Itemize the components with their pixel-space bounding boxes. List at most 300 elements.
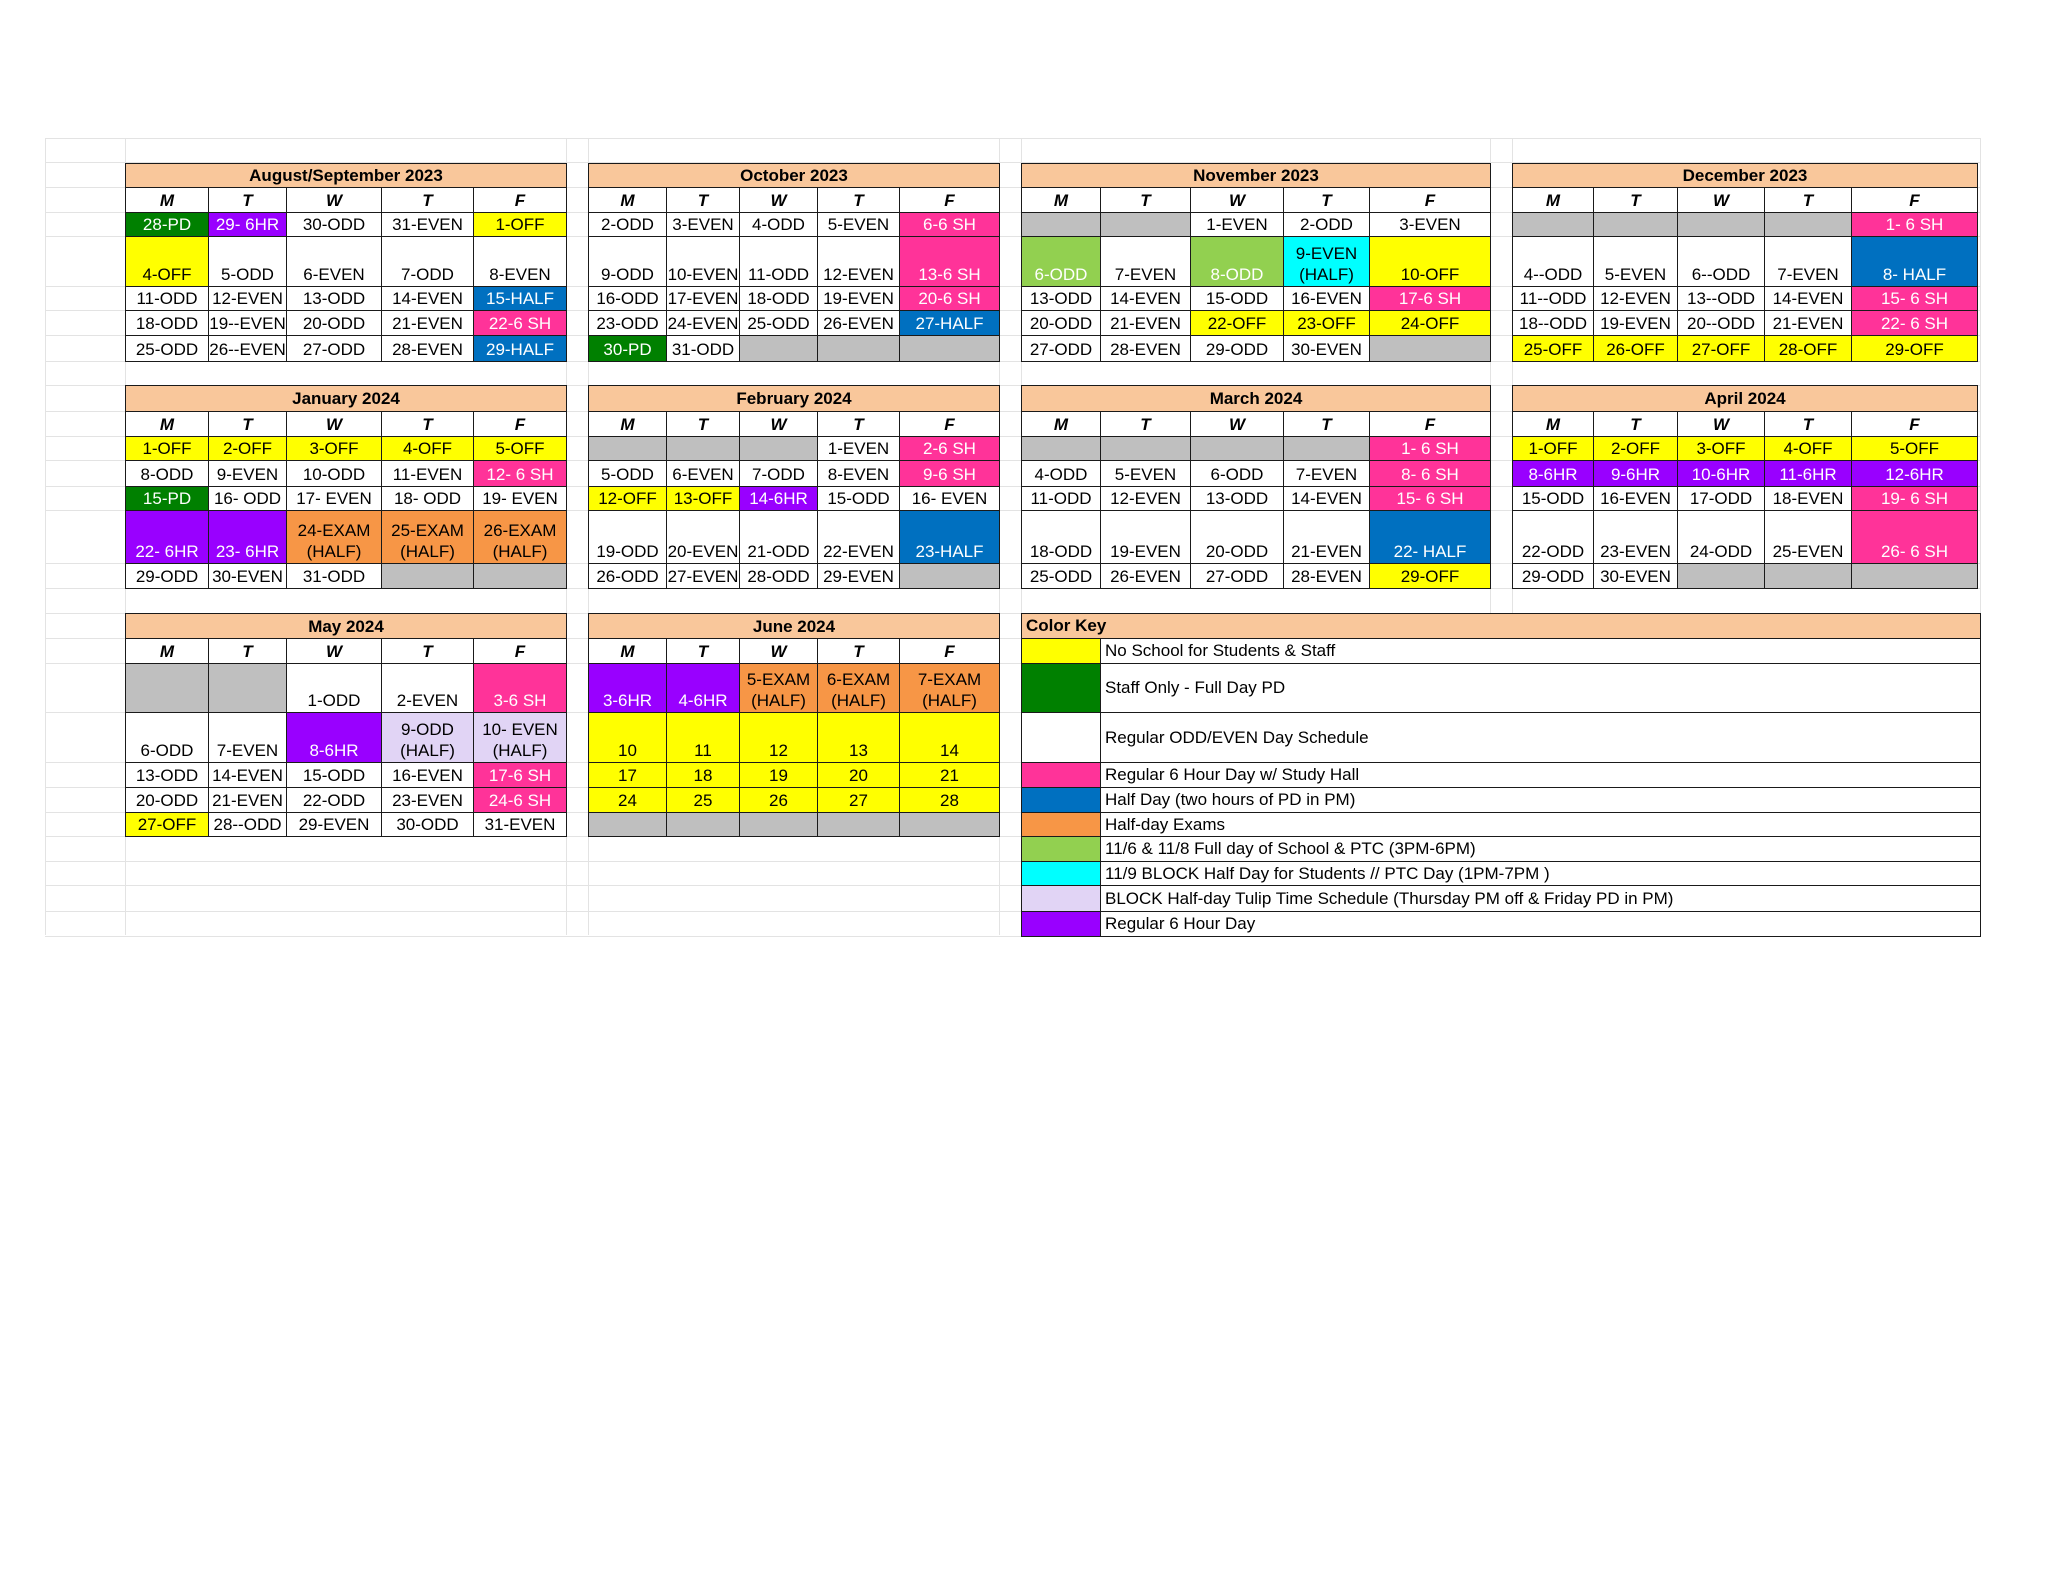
day-cell — [1677, 212, 1765, 237]
day-cell: 30-EVEN — [1283, 335, 1370, 362]
day-cell: 17- EVEN — [286, 486, 382, 511]
color-key-swatch — [1021, 762, 1101, 788]
weekday-header: T — [1283, 411, 1370, 437]
day-cell — [1677, 563, 1765, 589]
day-cell: 27-OFF — [125, 812, 209, 837]
day-cell: 29- 6HR — [208, 212, 287, 237]
day-cell: 1-OFF — [473, 212, 567, 237]
day-cell: 6-ODD — [1021, 236, 1101, 287]
day-cell: 28-PD — [125, 212, 209, 237]
weekday-header: F — [1369, 411, 1491, 437]
color-key-swatch — [1021, 787, 1101, 813]
day-cell: 19-EVEN — [1593, 310, 1678, 336]
day-cell: 24-6 SH — [473, 787, 567, 813]
day-cell: 13-ODD — [125, 762, 209, 788]
day-cell: 13 — [817, 712, 900, 763]
day-cell — [817, 812, 900, 837]
day-cell: 20-ODD — [286, 310, 382, 336]
day-cell: 23-EVEN — [1593, 510, 1678, 564]
day-cell: 26- 6 SH — [1851, 510, 1978, 564]
day-cell: 25-ODD — [739, 310, 818, 336]
day-cell: 22-ODD — [286, 787, 382, 813]
day-cell: 1-ODD — [286, 663, 382, 713]
day-cell: 11-ODD — [125, 286, 209, 311]
day-cell: 6-EVEN — [666, 460, 740, 487]
day-cell: 31-EVEN — [473, 812, 567, 837]
day-cell: 31-ODD — [286, 563, 382, 589]
weekday-header: F — [899, 411, 1000, 437]
day-cell: 20-ODD — [125, 787, 209, 813]
day-cell: 26-EVEN — [817, 310, 900, 336]
day-cell: 28-ODD — [739, 563, 818, 589]
day-cell: 18-ODD — [125, 310, 209, 336]
color-key-label: 11/9 BLOCK Half Day for Students // PTC Day (1PM-7PM ) — [1100, 861, 1981, 886]
day-cell: 19 — [739, 762, 818, 788]
weekday-header: M — [588, 411, 667, 437]
color-key-label: Half-day Exams — [1100, 812, 1981, 837]
day-cell: 27-ODD — [1021, 335, 1101, 362]
day-cell: 7-EVEN — [1283, 460, 1370, 487]
day-cell: 6-ODD — [1190, 460, 1284, 487]
day-cell: 17-6 SH — [1369, 286, 1491, 311]
day-cell: 13-ODD — [1021, 286, 1101, 311]
weekday-header: W — [286, 187, 382, 213]
day-cell: 30-EVEN — [208, 563, 287, 589]
day-cell: 12-EVEN — [208, 286, 287, 311]
day-cell: 12 — [739, 712, 818, 763]
weekday-header: T — [1593, 411, 1678, 437]
day-cell: 19- 6 SH — [1851, 486, 1978, 511]
day-cell: 9-EVEN — [208, 460, 287, 487]
day-cell: 14-EVEN — [1283, 486, 1370, 511]
day-cell: 4-6HR — [666, 663, 740, 713]
day-cell: 3-OFF — [286, 436, 382, 461]
day-cell — [473, 563, 567, 589]
day-cell: 19-EVEN — [1100, 510, 1191, 564]
day-cell: 19- EVEN — [473, 486, 567, 511]
day-cell: 30-ODD — [381, 812, 474, 837]
day-cell: 4-OFF — [125, 236, 209, 287]
day-cell: 5-ODD — [588, 460, 667, 487]
day-cell: 8-ODD — [1190, 236, 1284, 287]
day-cell: 2-OFF — [1593, 436, 1678, 461]
day-cell: 17-EVEN — [666, 286, 740, 311]
day-cell: 24-EVEN — [666, 310, 740, 336]
day-cell: 22- 6HR — [125, 510, 209, 564]
day-cell: 22-6 SH — [473, 310, 567, 336]
day-cell: 5-EXAM (HALF) — [739, 663, 818, 713]
day-cell: 14-EVEN — [1764, 286, 1852, 311]
day-cell: 21-EVEN — [1764, 310, 1852, 336]
weekday-header: T — [1764, 411, 1852, 437]
weekday-header: T — [817, 187, 900, 213]
day-cell: 7-EVEN — [1764, 236, 1852, 287]
day-cell: 10-ODD — [286, 460, 382, 487]
day-cell: 29-HALF — [473, 335, 567, 362]
day-cell: 10-EVEN — [666, 236, 740, 287]
day-cell: 5-OFF — [473, 436, 567, 461]
day-cell: 3-EVEN — [1369, 212, 1491, 237]
day-cell: 14 — [899, 712, 1000, 763]
day-cell: 28-OFF — [1764, 335, 1852, 362]
day-cell: 4-ODD — [1021, 460, 1101, 487]
day-cell: 23-ODD — [588, 310, 667, 336]
day-cell: 14-EVEN — [1100, 286, 1191, 311]
color-key-swatch — [1021, 712, 1101, 763]
day-cell: 26-EXAM (HALF) — [473, 510, 567, 564]
day-cell: 22- 6 SH — [1851, 310, 1978, 336]
day-cell — [1100, 436, 1191, 461]
day-cell: 15- 6 SH — [1851, 286, 1978, 311]
color-key-swatch — [1021, 911, 1101, 937]
day-cell — [1593, 212, 1678, 237]
day-cell: 1- 6 SH — [1851, 212, 1978, 237]
weekday-header: F — [473, 411, 567, 437]
weekday-header: W — [1677, 411, 1765, 437]
day-cell: 5-ODD — [208, 236, 287, 287]
day-cell: 16-EVEN — [381, 762, 474, 788]
day-cell: 29-EVEN — [286, 812, 382, 837]
day-cell: 6-6 SH — [899, 212, 1000, 237]
color-key-swatch — [1021, 885, 1101, 912]
day-cell: 24 — [588, 787, 667, 813]
day-cell: 28 — [899, 787, 1000, 813]
day-cell: 13--ODD — [1677, 286, 1765, 311]
day-cell: 23-EVEN — [381, 787, 474, 813]
day-cell: 12-EVEN — [1593, 286, 1678, 311]
day-cell: 11-ODD — [739, 236, 818, 287]
gridline — [45, 138, 46, 935]
day-cell — [1021, 436, 1101, 461]
day-cell: 20-6 SH — [899, 286, 1000, 311]
day-cell: 9-ODD — [588, 236, 667, 287]
day-cell: 3-OFF — [1677, 436, 1765, 461]
day-cell: 9-ODD (HALF) — [381, 712, 474, 763]
day-cell — [739, 436, 818, 461]
day-cell: 15-HALF — [473, 286, 567, 311]
day-cell: 15-ODD — [286, 762, 382, 788]
day-cell: 26-ODD — [588, 563, 667, 589]
weekday-header: T — [1100, 411, 1191, 437]
day-cell: 17-6 SH — [473, 762, 567, 788]
day-cell: 16-EVEN — [1593, 486, 1678, 511]
weekday-header: T — [1764, 187, 1852, 213]
month-title-october-2023: October 2023 — [588, 163, 1000, 188]
month-title-june-2024: June 2024 — [588, 613, 1000, 639]
color-key-swatch — [1021, 638, 1101, 664]
day-cell: 18- ODD — [381, 486, 474, 511]
day-cell: 2-6 SH — [899, 436, 1000, 461]
color-key-title: Color Key — [1021, 613, 1981, 639]
weekday-header: F — [473, 638, 567, 664]
day-cell — [1369, 335, 1491, 362]
weekday-header: T — [666, 411, 740, 437]
day-cell: 14-6HR — [739, 486, 818, 511]
day-cell: 10- EVEN (HALF) — [473, 712, 567, 763]
day-cell — [1764, 212, 1852, 237]
day-cell: 11--ODD — [1512, 286, 1594, 311]
day-cell: 20-ODD — [1190, 510, 1284, 564]
day-cell: 1-OFF — [125, 436, 209, 461]
weekday-header: T — [666, 187, 740, 213]
day-cell: 19-EVEN — [817, 286, 900, 311]
weekday-header: T — [1283, 187, 1370, 213]
day-cell: 12- 6 SH — [473, 460, 567, 487]
day-cell — [1190, 436, 1284, 461]
weekday-header: T — [817, 638, 900, 664]
day-cell: 21-EVEN — [381, 310, 474, 336]
weekday-header: F — [899, 638, 1000, 664]
weekday-header: T — [208, 638, 287, 664]
day-cell: 2-EVEN — [381, 663, 474, 713]
day-cell — [588, 812, 667, 837]
day-cell — [208, 663, 287, 713]
day-cell: 13-OFF — [666, 486, 740, 511]
day-cell: 12-OFF — [588, 486, 667, 511]
weekday-header: T — [1100, 187, 1191, 213]
day-cell: 1-OFF — [1512, 436, 1594, 461]
day-cell — [1851, 563, 1978, 589]
day-cell — [739, 335, 818, 362]
day-cell: 10-OFF — [1369, 236, 1491, 287]
day-cell — [666, 436, 740, 461]
color-key-label: Regular ODD/EVEN Day Schedule — [1100, 712, 1981, 763]
day-cell: 8-6HR — [1512, 460, 1594, 487]
day-cell: 7-ODD — [739, 460, 818, 487]
weekday-header: W — [1677, 187, 1765, 213]
day-cell: 28-EVEN — [1283, 563, 1370, 589]
day-cell: 31-ODD — [666, 335, 740, 362]
day-cell: 25-OFF — [1512, 335, 1594, 362]
day-cell: 31-EVEN — [381, 212, 474, 237]
day-cell: 23-HALF — [899, 510, 1000, 564]
day-cell: 27-ODD — [1190, 563, 1284, 589]
day-cell: 7-ODD — [381, 236, 474, 287]
color-key-label: Regular 6 Hour Day — [1100, 911, 1981, 937]
day-cell — [1764, 563, 1852, 589]
weekday-header: T — [208, 411, 287, 437]
day-cell: 4-ODD — [739, 212, 818, 237]
day-cell: 4-OFF — [381, 436, 474, 461]
day-cell: 3-EVEN — [666, 212, 740, 237]
weekday-header: T — [381, 411, 474, 437]
weekday-header: W — [739, 411, 818, 437]
day-cell: 17 — [588, 762, 667, 788]
weekday-header: W — [739, 187, 818, 213]
day-cell: 22-ODD — [1512, 510, 1594, 564]
day-cell: 7-EVEN — [1100, 236, 1191, 287]
day-cell: 16-ODD — [588, 286, 667, 311]
day-cell: 7-EXAM (HALF) — [899, 663, 1000, 713]
month-title-may-2024: May 2024 — [125, 613, 567, 639]
day-cell: 24-EXAM (HALF) — [286, 510, 382, 564]
day-cell: 25-ODD — [125, 335, 209, 362]
day-cell: 7-EVEN — [208, 712, 287, 763]
weekday-header: T — [381, 638, 474, 664]
day-cell: 6--ODD — [1677, 236, 1765, 287]
month-title-february-2024: February 2024 — [588, 385, 1000, 412]
day-cell — [1100, 212, 1191, 237]
day-cell: 28--ODD — [208, 812, 287, 837]
day-cell: 29-ODD — [125, 563, 209, 589]
day-cell: 8-ODD — [125, 460, 209, 487]
weekday-header: M — [125, 411, 209, 437]
day-cell: 2-ODD — [588, 212, 667, 237]
day-cell: 21-EVEN — [1100, 310, 1191, 336]
day-cell: 15-PD — [125, 486, 209, 511]
day-cell: 21-EVEN — [208, 787, 287, 813]
day-cell: 11-6HR — [1764, 460, 1852, 487]
day-cell — [899, 335, 1000, 362]
day-cell: 28-EVEN — [1100, 335, 1191, 362]
day-cell: 30-ODD — [286, 212, 382, 237]
weekday-header: F — [473, 187, 567, 213]
weekday-header: W — [1190, 187, 1284, 213]
day-cell: 3-6HR — [588, 663, 667, 713]
day-cell: 18-EVEN — [1764, 486, 1852, 511]
day-cell — [899, 563, 1000, 589]
day-cell: 15-ODD — [1190, 286, 1284, 311]
day-cell: 15-ODD — [817, 486, 900, 511]
day-cell: 21-ODD — [739, 510, 818, 564]
weekday-header: F — [1851, 411, 1978, 437]
day-cell: 8- 6 SH — [1369, 460, 1491, 487]
month-title-april-2024: April 2024 — [1512, 385, 1978, 412]
day-cell: 22- HALF — [1369, 510, 1491, 564]
day-cell — [1283, 436, 1370, 461]
day-cell: 11-ODD — [1021, 486, 1101, 511]
day-cell: 13-ODD — [1190, 486, 1284, 511]
day-cell: 24-ODD — [1677, 510, 1765, 564]
day-cell: 16- EVEN — [899, 486, 1000, 511]
weekday-header: W — [739, 638, 818, 664]
day-cell: 13-ODD — [286, 286, 382, 311]
month-title-january-2024: January 2024 — [125, 385, 567, 412]
day-cell: 2-ODD — [1283, 212, 1370, 237]
color-key-swatch — [1021, 663, 1101, 713]
day-cell: 27 — [817, 787, 900, 813]
day-cell: 17-ODD — [1677, 486, 1765, 511]
color-key-label: No School for Students & Staff — [1100, 638, 1981, 664]
day-cell — [1512, 212, 1594, 237]
color-key-label: Staff Only - Full Day PD — [1100, 663, 1981, 713]
day-cell: 8-EVEN — [473, 236, 567, 287]
day-cell: 25-EVEN — [1764, 510, 1852, 564]
day-cell: 6-EVEN — [286, 236, 382, 287]
day-cell: 9-6 SH — [899, 460, 1000, 487]
day-cell: 8- HALF — [1851, 236, 1978, 287]
day-cell: 26-EVEN — [1100, 563, 1191, 589]
day-cell: 25 — [666, 787, 740, 813]
day-cell: 6-ODD — [125, 712, 209, 763]
day-cell — [1021, 212, 1101, 237]
weekday-header: M — [1021, 411, 1101, 437]
weekday-header: T — [666, 638, 740, 664]
color-key-swatch — [1021, 861, 1101, 886]
month-title-august-september-2023: August/September 2023 — [125, 163, 567, 188]
day-cell: 8-EVEN — [817, 460, 900, 487]
day-cell: 30-PD — [588, 335, 667, 362]
day-cell: 29-EVEN — [817, 563, 900, 589]
month-title-november-2023: November 2023 — [1021, 163, 1491, 188]
day-cell — [817, 335, 900, 362]
weekday-header: M — [1512, 411, 1594, 437]
weekday-header: M — [125, 187, 209, 213]
weekday-header: T — [208, 187, 287, 213]
day-cell: 2-OFF — [208, 436, 287, 461]
weekday-header: F — [899, 187, 1000, 213]
color-key-swatch — [1021, 812, 1101, 837]
month-title-december-2023: December 2023 — [1512, 163, 1978, 188]
day-cell: 11 — [666, 712, 740, 763]
day-cell — [899, 812, 1000, 837]
weekday-header: M — [1512, 187, 1594, 213]
day-cell: 29-ODD — [1512, 563, 1594, 589]
day-cell: 20-EVEN — [666, 510, 740, 564]
color-key-label: Half Day (two hours of PD in PM) — [1100, 787, 1981, 813]
day-cell: 29-ODD — [1190, 335, 1284, 362]
gridline — [45, 138, 1980, 139]
color-key-label: 11/6 & 11/8 Full day of School & PTC (3PM-6PM) — [1100, 836, 1981, 862]
color-key-label: Regular 6 Hour Day w/ Study Hall — [1100, 762, 1981, 788]
day-cell: 8-6HR — [286, 712, 382, 763]
day-cell: 27-EVEN — [666, 563, 740, 589]
day-cell: 22-EVEN — [817, 510, 900, 564]
day-cell: 10-6HR — [1677, 460, 1765, 487]
day-cell — [739, 812, 818, 837]
day-cell: 27-HALF — [899, 310, 1000, 336]
day-cell: 26--EVEN — [208, 335, 287, 362]
weekday-header: M — [588, 187, 667, 213]
day-cell: 12-6HR — [1851, 460, 1978, 487]
day-cell: 25-ODD — [1021, 563, 1101, 589]
day-cell: 29-OFF — [1851, 335, 1978, 362]
weekday-header: W — [286, 411, 382, 437]
day-cell: 11-EVEN — [381, 460, 474, 487]
day-cell: 5-EVEN — [1593, 236, 1678, 287]
weekday-header: T — [1593, 187, 1678, 213]
day-cell: 25-EXAM (HALF) — [381, 510, 474, 564]
weekday-header: T — [817, 411, 900, 437]
day-cell: 14-EVEN — [208, 762, 287, 788]
day-cell: 16- ODD — [208, 486, 287, 511]
day-cell: 9-EVEN (HALF) — [1283, 236, 1370, 287]
day-cell — [666, 812, 740, 837]
day-cell: 22-OFF — [1190, 310, 1284, 336]
day-cell: 9-6HR — [1593, 460, 1678, 487]
day-cell: 20--ODD — [1677, 310, 1765, 336]
weekday-header: M — [1021, 187, 1101, 213]
day-cell: 24-OFF — [1369, 310, 1491, 336]
day-cell: 12-EVEN — [817, 236, 900, 287]
day-cell: 5-EVEN — [817, 212, 900, 237]
weekday-header: T — [381, 187, 474, 213]
day-cell: 4--ODD — [1512, 236, 1594, 287]
day-cell: 21 — [899, 762, 1000, 788]
day-cell: 18 — [666, 762, 740, 788]
day-cell: 6-EXAM (HALF) — [817, 663, 900, 713]
day-cell: 5-EVEN — [1100, 460, 1191, 487]
day-cell: 13-6 SH — [899, 236, 1000, 287]
day-cell: 18--ODD — [1512, 310, 1594, 336]
weekday-header: W — [286, 638, 382, 664]
day-cell: 18-ODD — [739, 286, 818, 311]
day-cell: 15- 6 SH — [1369, 486, 1491, 511]
day-cell: 1-EVEN — [1190, 212, 1284, 237]
day-cell: 28-EVEN — [381, 335, 474, 362]
day-cell: 1-EVEN — [817, 436, 900, 461]
day-cell — [381, 563, 474, 589]
